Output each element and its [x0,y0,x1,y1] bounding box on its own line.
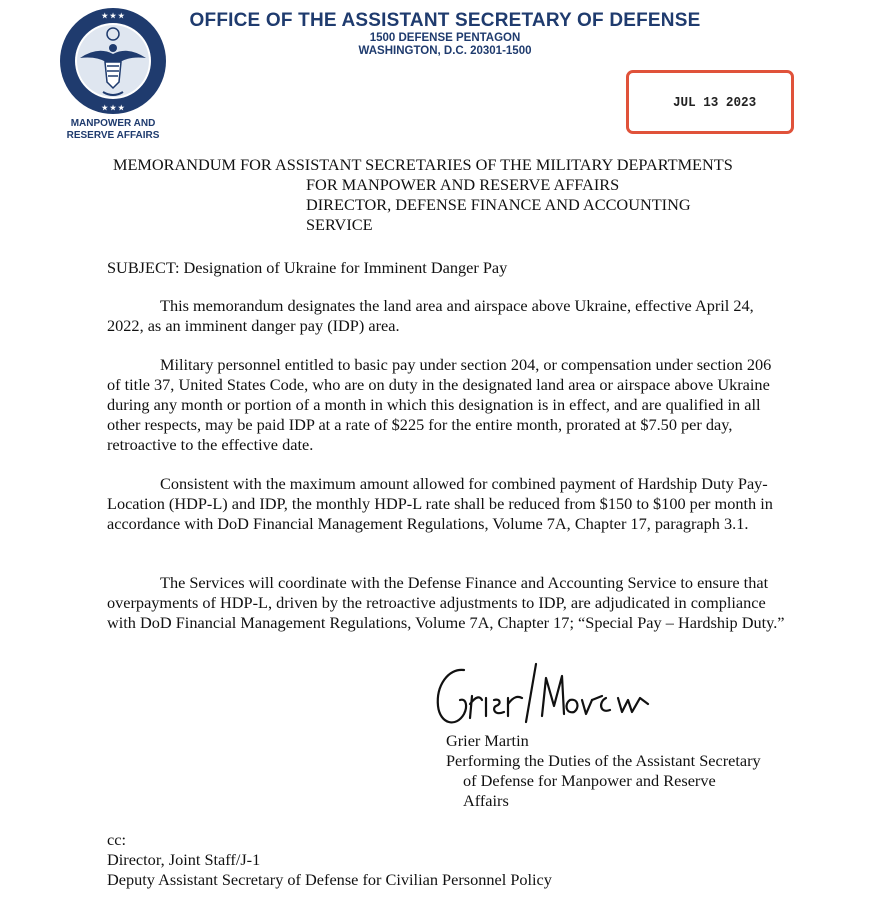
body-paragraph: This memorandum designates the land area and airspace above Ukraine, effective April 24, 2022, as an imminent danger pay (IDP) area. [107,296,754,335]
seal-caption-line: MANPOWER AND [70,118,156,129]
office-title: OFFICE OF THE ASSISTANT SECRETARY OF DEFENSE [189,10,701,31]
memo-for-line: FOR MANPOWER AND RESERVE AFFAIRS [306,175,620,194]
date-stamp: JUL 13 2023 [673,95,757,111]
date-highlight-box [626,70,794,134]
memo-for-line: DIRECTOR, DEFENSE FINANCE AND ACCOUNTING [306,195,691,214]
body-paragraph: The Services will coordinate with the Defense Finance and Accounting Service to ensure that overpayments of HDP-L, driven by the retroactive adjustments to IDP, are adjudicated in compliance with DoD Financial Management Regulations, Volume 7A, Chapter 17; “Special Pay – Hardship Duty.” [107,573,785,632]
cc-list [107,830,552,890]
signer-title: Affairs [463,791,509,810]
cc-recipient: Deputy Assistant Secretary of Defense for Civilian Personnel Policy [107,870,552,889]
signer-title: Performing the Duties of the Assistant Secretary [446,751,761,770]
seal-caption-line: RESERVE AFFAIRS [66,130,160,141]
dod-seal [58,6,168,116]
seal-caption [58,118,168,142]
address-line: 1500 DEFENSE PENTAGON [369,32,521,44]
dod-seal-icon [58,6,168,116]
memo-for-line: MEMORANDUM FOR ASSISTANT SECRETARIES OF THE MILITARY DEPARTMENTS [113,155,733,174]
cc-recipient: Director, Joint Staff/J-1 [107,850,261,869]
svg-text:★ ★ ★: ★ ★ ★ [101,105,125,112]
signer-name: Grier Martin [446,731,529,750]
memo-for-line: SERVICE [306,215,373,234]
signature-block [446,731,761,811]
cc-label: cc: [107,830,126,849]
svg-text:★ ★ ★: ★ ★ ★ [101,13,125,20]
handwritten-signature [430,656,660,736]
letterhead [180,10,710,58]
body-paragraph: Military personnel entitled to basic pay under section 204, or compensation under section 206 of title 37, United States Code, who are on duty in the designated land area or airspace above Ukraine during any month or portion of a month in which this designation is in effect, and are qualified in all other respects, may be paid IDP at a rate of $225 for the entire month, prorated at $7.50 per day, retroactive to the effective date. [107,355,772,454]
memo-subject: SUBJECT: Designation of Ukraine for Imminent Danger Pay [107,258,508,277]
memo-addressees [113,155,733,235]
body-paragraph: Consistent with the maximum amount allowed for combined payment of Hardship Duty Pay-Location (HDP-L) and IDP, the monthly HDP-L rate shall be reduced from $150 to $100 per month in accordance with DoD Financial Management Regulations, Volume 7A, Chapter 17, paragraph 3.1. [107,474,773,533]
address-line: WASHINGTON, D.C. 20301-1500 [358,45,532,57]
signer-title: of Defense for Manpower and Reserve [463,771,716,790]
